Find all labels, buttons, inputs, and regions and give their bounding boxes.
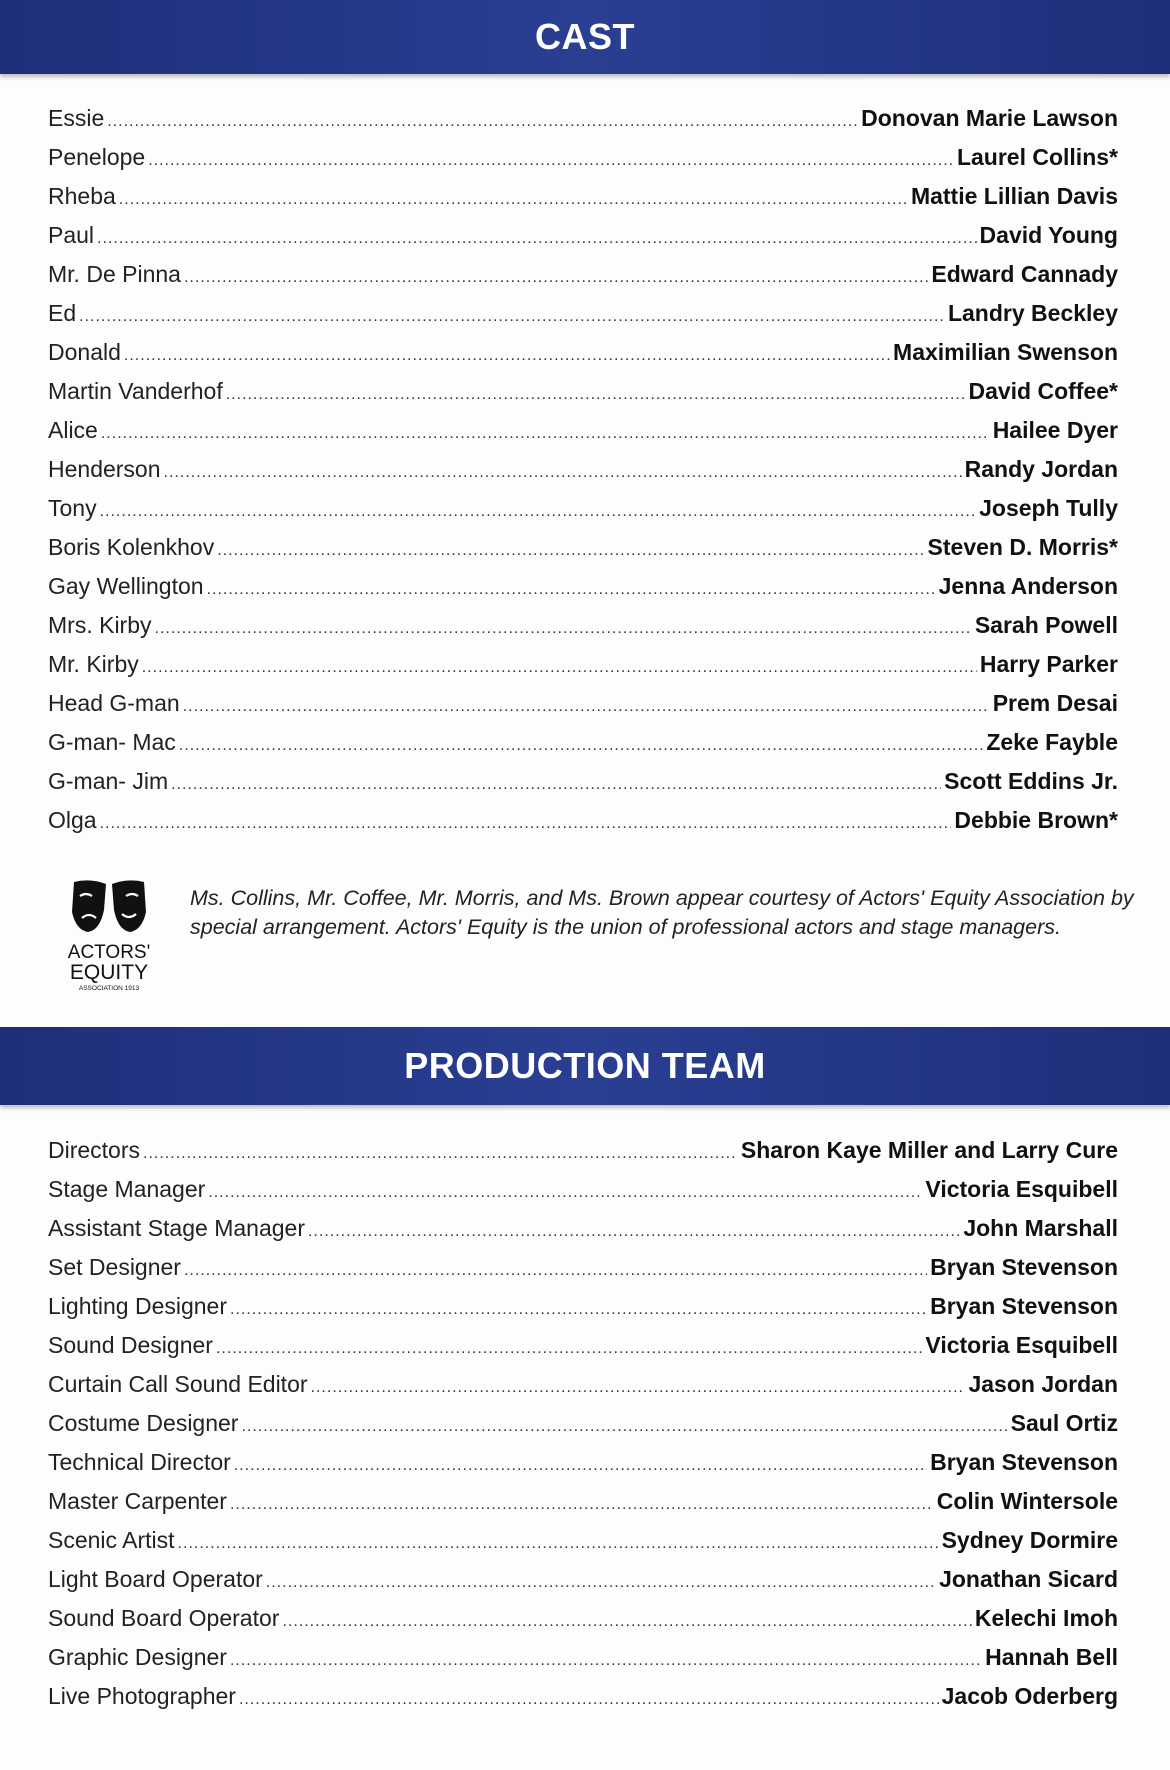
role-label: Mr. Kirby: [48, 651, 139, 677]
production-row: [48, 1131, 1118, 1170]
role-label: Lighting Designer: [48, 1293, 228, 1319]
role-label: Light Board Operator: [48, 1566, 263, 1592]
production-row: [48, 1560, 1118, 1599]
dot-leader: [143, 1134, 738, 1173]
role-label: Technical Director: [48, 1449, 231, 1475]
cast-row: [48, 411, 1118, 450]
dot-leader: [171, 765, 941, 804]
dot-leader: [216, 1329, 922, 1368]
role-label: Tony: [48, 495, 97, 521]
role-label: Set Designer: [48, 1254, 181, 1280]
dot-leader: [142, 648, 977, 687]
person-name: Jason Jordan: [968, 1371, 1118, 1397]
production-row: [48, 1443, 1118, 1482]
role-label: Stage Manager: [48, 1176, 206, 1202]
person-name: Edward Cannady: [931, 261, 1118, 287]
production-team-list: [48, 1131, 1118, 1716]
dot-leader: [178, 1524, 939, 1563]
dot-leader: [164, 453, 962, 492]
cast-heading-banner: [0, 0, 1170, 74]
person-name: Jenna Anderson: [938, 573, 1118, 599]
dot-leader: [101, 414, 990, 453]
person-name: Scott Eddins Jr.: [944, 768, 1118, 794]
production-row: [48, 1365, 1118, 1404]
cast-row: [48, 567, 1118, 606]
production-row: [48, 1599, 1118, 1638]
person-name: Sarah Powell: [974, 612, 1118, 638]
dot-leader: [217, 531, 924, 570]
person-name: Prem Desai: [992, 690, 1118, 716]
dot-leader: [100, 492, 977, 531]
dot-leader: [107, 102, 858, 141]
dot-leader: [179, 726, 984, 765]
theatre-masks-icon: [72, 880, 146, 932]
dot-leader: [79, 297, 945, 336]
cast-row: [48, 801, 1118, 840]
production-row: [48, 1677, 1118, 1716]
role-label: Rheba: [48, 183, 116, 209]
person-name: David Coffee*: [968, 378, 1118, 404]
role-label: Graphic Designer: [48, 1644, 227, 1670]
role-label: Live Photographer: [48, 1683, 236, 1709]
dot-leader: [119, 180, 908, 219]
logo-line-2: EQUITY: [69, 961, 149, 984]
logo-line-3: ASSOCIATION 1913: [78, 985, 140, 992]
person-name: Saul Ortiz: [1010, 1410, 1118, 1436]
person-name: Bryan Stevenson: [930, 1449, 1118, 1475]
cast-row: [48, 372, 1118, 411]
production-row: [48, 1287, 1118, 1326]
production-heading: PRODUCTION TEAM: [404, 1045, 766, 1086]
dot-leader: [266, 1563, 936, 1602]
person-name: Victoria Esquibell: [925, 1176, 1118, 1202]
role-label: G-man- Mac: [48, 729, 176, 755]
person-name: Hailee Dyer: [992, 417, 1118, 443]
equity-notice: [60, 872, 1134, 992]
production-heading-banner: [0, 1027, 1170, 1105]
cast-row: [48, 294, 1118, 333]
role-label: Curtain Call Sound Editor: [48, 1371, 308, 1397]
person-name: Laurel Collins*: [956, 144, 1118, 170]
role-label: Henderson: [48, 456, 161, 482]
role-label: Olga: [48, 807, 97, 833]
person-name: Jacob Oderberg: [941, 1683, 1118, 1709]
cast-row: [48, 255, 1118, 294]
person-name: Colin Wintersole: [936, 1488, 1118, 1514]
dot-leader: [311, 1368, 966, 1407]
dot-leader: [226, 375, 966, 414]
role-label: Mrs. Kirby: [48, 612, 152, 638]
person-name: Kelechi Imoh: [974, 1605, 1118, 1631]
dot-leader: [239, 1680, 939, 1719]
cast-row: [48, 450, 1118, 489]
cast-heading: CAST: [535, 16, 635, 57]
cast-row: [48, 489, 1118, 528]
person-name: Mattie Lillian Davis: [910, 183, 1118, 209]
cast-list: [48, 99, 1118, 840]
person-name: Bryan Stevenson: [930, 1293, 1118, 1319]
role-label: Ed: [48, 300, 77, 326]
production-row: [48, 1170, 1118, 1209]
person-name: Sydney Dormire: [941, 1527, 1118, 1553]
dot-leader: [234, 1446, 927, 1485]
production-row: [48, 1248, 1118, 1287]
production-row: [48, 1326, 1118, 1365]
role-label: Martin Vanderhof: [48, 378, 223, 404]
role-label: Essie: [48, 105, 105, 131]
dot-leader: [97, 219, 977, 258]
role-label: Alice: [48, 417, 98, 443]
dot-leader: [241, 1407, 1007, 1446]
cast-row: [48, 762, 1118, 801]
person-name: Zeke Fayble: [986, 729, 1118, 755]
dot-leader: [230, 1290, 927, 1329]
dot-leader: [230, 1641, 982, 1680]
production-row: [48, 1404, 1118, 1443]
production-row: [48, 1482, 1118, 1521]
role-label: Sound Designer: [48, 1332, 213, 1358]
person-name: David Young: [979, 222, 1118, 248]
production-row: [48, 1638, 1118, 1677]
dot-leader: [155, 609, 972, 648]
dot-leader: [208, 1173, 922, 1212]
cast-row: [48, 138, 1118, 177]
person-name: Hannah Bell: [985, 1644, 1118, 1670]
dot-leader: [308, 1212, 960, 1251]
role-label: Mr. De Pinna: [48, 261, 181, 287]
dot-leader: [184, 258, 928, 297]
cast-row: [48, 684, 1118, 723]
person-name: Debbie Brown*: [954, 807, 1118, 833]
person-name: Randy Jordan: [964, 456, 1118, 482]
person-name: Bryan Stevenson: [930, 1254, 1118, 1280]
cast-row: [48, 216, 1118, 255]
role-label: Penelope: [48, 144, 146, 170]
role-label: Gay Wellington: [48, 573, 204, 599]
cast-row: [48, 99, 1118, 138]
person-name: Harry Parker: [979, 651, 1118, 677]
role-label: Paul: [48, 222, 95, 248]
production-row: [48, 1521, 1118, 1560]
person-name: Maximilian Swenson: [893, 339, 1118, 365]
person-name: Joseph Tully: [979, 495, 1118, 521]
dot-leader: [124, 336, 890, 375]
cast-row: [48, 645, 1118, 684]
cast-row: [48, 177, 1118, 216]
dot-leader: [100, 804, 952, 843]
person-name: Victoria Esquibell: [925, 1332, 1118, 1358]
cast-row: [48, 723, 1118, 762]
dot-leader: [230, 1485, 934, 1524]
person-name: Steven D. Morris*: [927, 534, 1118, 560]
equity-courtesy-note: Ms. Collins, Mr. Coffee, Mr. Morris, and Ms. Brown appear courtesy of Actors' Equity Association by special arrangement. Actors' Equity is the union of professional actors and stage managers.: [190, 886, 1134, 939]
role-label: Boris Kolenkhov: [48, 534, 215, 560]
dot-leader: [183, 687, 990, 726]
person-name: Sharon Kaye Miller and Larry Cure: [740, 1137, 1118, 1163]
dot-leader: [184, 1251, 927, 1290]
dot-leader: [282, 1602, 971, 1641]
role-label: Donald: [48, 339, 121, 365]
role-label: Scenic Artist: [48, 1527, 175, 1553]
role-label: Assistant Stage Manager: [48, 1215, 305, 1241]
role-label: Costume Designer: [48, 1410, 239, 1436]
cast-row: [48, 528, 1118, 567]
role-label: Head G-man: [48, 690, 180, 716]
person-name: Donovan Marie Lawson: [861, 105, 1118, 131]
cast-row: [48, 606, 1118, 645]
person-name: John Marshall: [963, 1215, 1118, 1241]
actors-equity-logo: [60, 880, 158, 992]
role-label: Sound Board Operator: [48, 1605, 280, 1631]
person-name: Landry Beckley: [947, 300, 1118, 326]
role-label: Master Carpenter: [48, 1488, 227, 1514]
cast-row: [48, 333, 1118, 372]
dot-leader: [207, 570, 936, 609]
production-row: [48, 1209, 1118, 1248]
role-label: G-man- Jim: [48, 768, 169, 794]
dot-leader: [148, 141, 954, 180]
person-name: Jonathan Sicard: [939, 1566, 1118, 1592]
logo-line-1: ACTORS': [67, 942, 151, 963]
role-label: Directors: [48, 1137, 141, 1163]
